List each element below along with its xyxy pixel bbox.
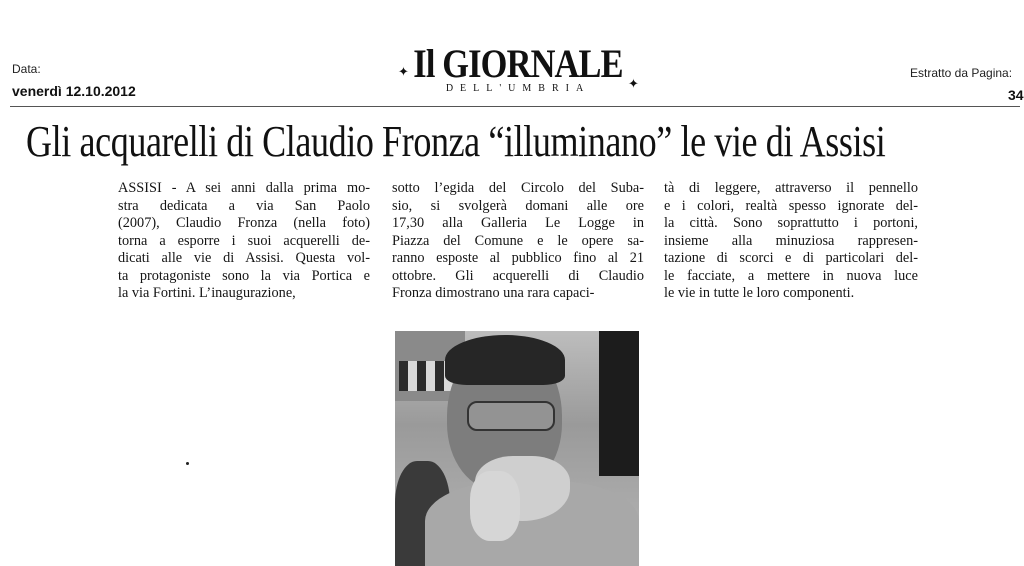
headline: Gli acquarelli di Claudio Fronza “illuminano” le vie di Assisi (26, 117, 886, 166)
text-line: Fronza dimostrano una rara capaci- (392, 285, 595, 301)
text-line: ottobre. Gli acquerelli di Claudio (392, 267, 644, 284)
text-line: (2007), Claudio Fronza (nella foto) (118, 215, 370, 231)
photo-glasses (467, 401, 555, 431)
text-line: la città. Sono soprattutto i portoni, (664, 215, 918, 231)
text-line: ASSISI - A sei anni dalla prima mo- (118, 180, 370, 196)
right-ornament-icon: ✦ (628, 76, 639, 91)
article-photo (395, 331, 639, 566)
text-line: Piazza del Comune e le opere sa- (392, 232, 644, 249)
masthead-subtitle: DELL'UMBRIA (445, 83, 591, 94)
article-column-1 (118, 180, 370, 303)
text-line: torna a esporre i suoi acquerelli de- (118, 232, 370, 249)
date-label: Data: (12, 62, 41, 76)
text-line: sotto l’egida del Circolo del Suba- (392, 180, 644, 196)
text-line: tà di leggere, attraverso il pennello (664, 180, 918, 196)
article-column-2 (392, 180, 644, 303)
scan-speck (186, 462, 189, 465)
text-line: insieme alla minuziosa rappresen- (664, 232, 918, 249)
text-line: sio, si svolgerà domani alle ore (392, 197, 644, 214)
text-line: 17,30 alla Galleria Le Logge in (392, 215, 644, 231)
text-line: ta protagoniste sono la via Portica e (118, 267, 370, 284)
date-value: venerdì 12.10.2012 (12, 83, 136, 99)
text-line: dicati alle vie di Assisi. Questa vol- (118, 250, 370, 266)
photo-hand (470, 471, 520, 541)
masthead-name: Il GIORNALE (413, 41, 623, 86)
page-number: 34 (1008, 87, 1024, 103)
text-line: tazione di scorci e di particolari del- (664, 250, 918, 266)
text-line: e i colori, realtà spesso ignorate del- (664, 197, 918, 214)
text-line: le vie in tutte le loro componenti. (664, 285, 855, 301)
photo-dark-panel (599, 331, 639, 476)
masthead (392, 41, 644, 94)
text-line: ranno esposte al pubblico fino al 21 (392, 250, 644, 266)
photo-hair (445, 335, 565, 385)
extract-label: Estratto da Pagina: (910, 66, 1013, 80)
article-column-3 (664, 180, 918, 303)
left-ornament-icon: ✦ (398, 64, 409, 79)
text-line: stra dedicata a via San Paolo (118, 197, 370, 214)
text-line: le facciate, a mettere in nuova luce (664, 267, 918, 284)
header-rule (10, 106, 1020, 107)
text-line: la via Fortini. L’inaugurazione, (118, 285, 296, 301)
